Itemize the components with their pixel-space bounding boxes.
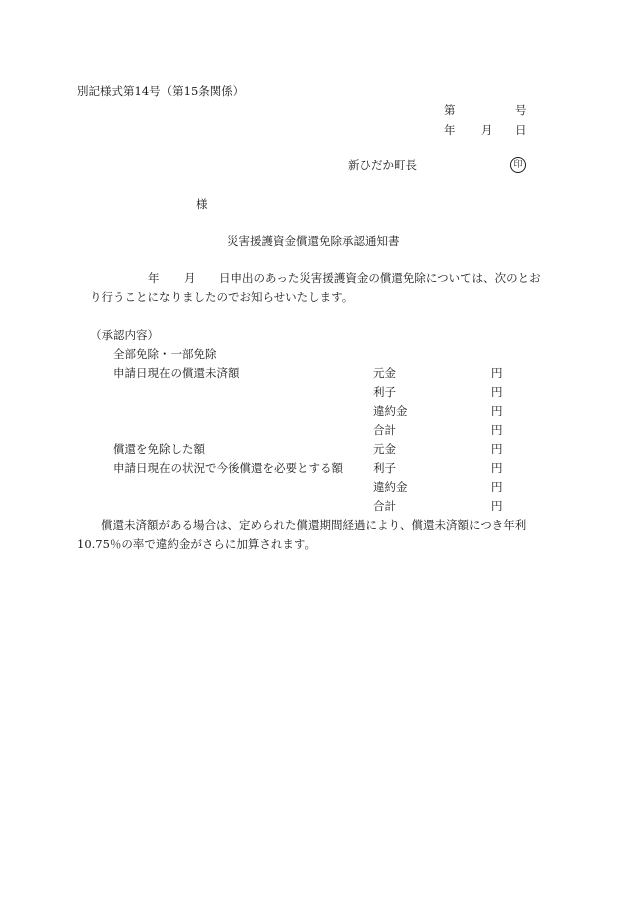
- intro-line-2: り行うことになりましたのでお知らせいたします。: [90, 290, 354, 304]
- intro-month-label: 月: [184, 271, 196, 285]
- row-item: 合計: [373, 499, 396, 513]
- date-month-label: 月: [481, 123, 493, 137]
- issuer-title: 新ひだか町長: [348, 158, 417, 172]
- row-item: 違約金: [373, 480, 408, 494]
- date-year-label: 年: [444, 123, 456, 137]
- row-item: 合計: [373, 423, 396, 437]
- approval-scope: 全部免除・一部免除: [113, 347, 217, 361]
- number-suffix: 号: [515, 103, 527, 117]
- note-line-2: 10.75％の率で違約金がさらに加算されます。: [77, 537, 316, 551]
- number-prefix: 第: [444, 103, 456, 117]
- form-reference: 別記様式第14号（第15条関係）: [77, 84, 245, 98]
- row-label: 申請日現在の状況で今後償還を必要とする額: [113, 461, 343, 475]
- row-item: 利子: [373, 385, 396, 399]
- date-day-label: 日: [515, 123, 527, 137]
- row-item: 元金: [373, 366, 396, 380]
- row-label: 償還を免除した額: [113, 442, 205, 456]
- addressee-suffix: 様: [196, 197, 208, 211]
- row-item: 利子: [373, 461, 396, 475]
- document-title: 災害援護資金償還免除承認通知書: [227, 234, 400, 248]
- row-unit: 円: [491, 385, 503, 399]
- row-unit: 円: [491, 366, 503, 380]
- note-line-1: 償還未済額がある場合は、定められた償還期間経過により、償還未済額につき年利: [101, 518, 527, 532]
- intro-line-1: 日申出のあった災害援護資金の償還免除については、次のとお: [219, 271, 541, 285]
- row-unit: 円: [491, 442, 503, 456]
- row-unit: 円: [491, 461, 503, 475]
- seal-mark: 印: [510, 157, 526, 173]
- row-item: 違約金: [373, 404, 408, 418]
- approval-heading: （承認内容）: [90, 328, 159, 342]
- row-unit: 円: [491, 499, 503, 513]
- row-item: 元金: [373, 442, 396, 456]
- row-unit: 円: [491, 423, 503, 437]
- row-label: 申請日現在の償還未済額: [113, 366, 240, 380]
- intro-year-label: 年: [148, 271, 160, 285]
- row-unit: 円: [491, 404, 503, 418]
- row-unit: 円: [491, 480, 503, 494]
